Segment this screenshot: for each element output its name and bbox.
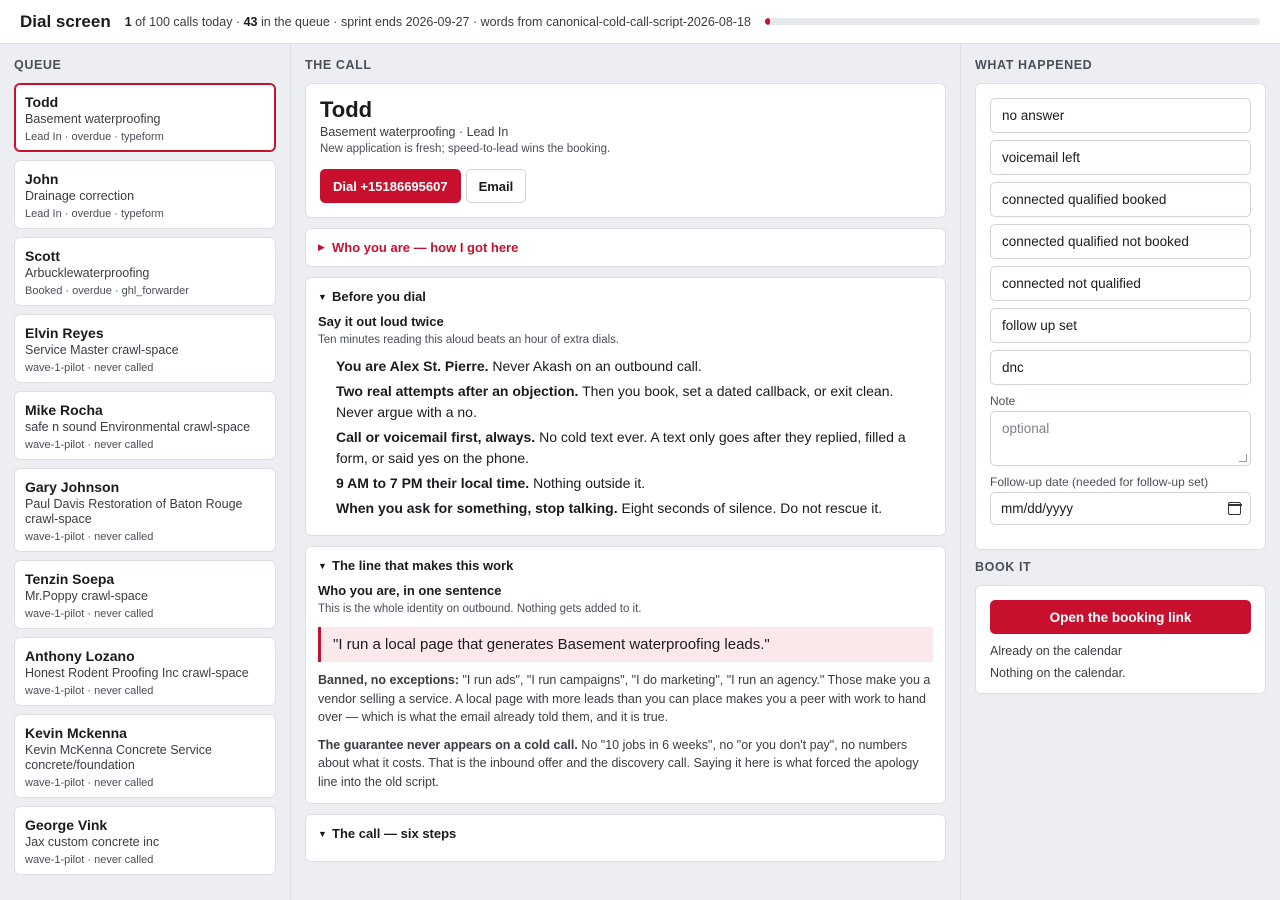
queue-item-meta: wave-1-pilot · never called [25, 854, 154, 866]
outcome-card [975, 83, 1266, 550]
note-label: Note [990, 394, 1016, 408]
calls-total-text: of 100 calls today [135, 14, 233, 29]
rule-item: Call or voicemail first, always. No cold text ever. A text only goes after they replied, filled a form, or said yes on the phone. [336, 429, 906, 466]
queue-item-meta: wave-1-pilot · never called [25, 439, 154, 451]
rule-item: You are Alex St. Pierre. Never Akash on an outbound call. [336, 358, 702, 374]
outcome-option[interactable]: connected qualified booked [990, 182, 1251, 217]
call-column [291, 44, 961, 900]
queue-item[interactable] [14, 806, 276, 875]
steps-section-toggle[interactable] [306, 815, 945, 841]
dial-button[interactable]: Dial +15186695607 [320, 169, 461, 203]
identity-quote: "I run a local page that generates Basement waterproofing leads." [318, 627, 933, 662]
call-label: THE CALL [305, 58, 372, 72]
before-subtext: Ten minutes reading this aloud beats an hour of extra dials. [318, 334, 620, 346]
queue-item-business: Drainage correction [25, 189, 135, 203]
steps-section [305, 814, 946, 862]
outcome-option[interactable]: connected not qualified [990, 266, 1251, 301]
queue-item-name: Todd [25, 94, 59, 110]
date-placeholder: mm/dd/yyyy [1001, 501, 1074, 516]
followup-date-label: Follow-up date (needed for follow-up set) [990, 475, 1209, 489]
queue-item-business: Mr.Poppy crawl-space [25, 589, 148, 603]
queue-item[interactable] [14, 160, 276, 229]
queue-item[interactable] [14, 468, 276, 552]
queue-item-name: Gary Johnson [25, 479, 120, 495]
line-subtext: This is the whole identity on outbound. Nothing gets added to it. [318, 603, 642, 615]
queue-item-meta: wave-1-pilot · never called [25, 608, 154, 620]
before-you-dial-section [305, 277, 946, 536]
queue-item-meta: Lead In · overdue · typeform [25, 208, 164, 220]
daily-progress-bar [765, 18, 1260, 25]
stats-line: 1 of 100 calls today · 43 in the queue · sprint ends 2026-09-27 · words from canonical-cold-call-script-2026-08-18 [124, 14, 751, 29]
queue-item-name: Mike Rocha [25, 402, 103, 418]
steps-summary: The call — six steps [332, 826, 457, 841]
triangle-down-icon: ▼ [318, 560, 327, 571]
queue-item-name: Elvin Reyes [25, 325, 104, 341]
before-you-dial-toggle[interactable] [306, 278, 945, 304]
queue-item-name: Kevin Mckenna [25, 725, 127, 741]
triangle-right-icon: ▶ [318, 242, 325, 252]
line-section-toggle[interactable] [306, 547, 945, 573]
queue-item-name: Anthony Lozano [25, 648, 135, 664]
queue-item[interactable] [14, 83, 276, 152]
outcome-options [990, 98, 1251, 385]
book-card [975, 585, 1266, 694]
note-textarea[interactable] [990, 411, 1251, 466]
daily-progress-fill [765, 18, 770, 25]
page-title: Dial screen [20, 11, 111, 31]
queue-item-business: Basement waterproofing [25, 112, 161, 126]
banned-paragraph: Banned, no exceptions: "I run ads", "I run campaigns", "I do marketing", "I run an agency." Those make you a vendor selling a service. A local page with more leads than you can place makes you a peer with work to hand over — which is what the email already told them, and it is true. [318, 673, 931, 724]
outcome-column [961, 44, 1280, 900]
queue-item[interactable] [14, 314, 276, 383]
book-label: BOOK IT [975, 560, 1032, 574]
followup-date-input[interactable] [990, 492, 1251, 525]
queue-item-meta: wave-1-pilot · never called [25, 685, 154, 697]
calls-done-count: 1 [124, 14, 132, 29]
queue-item-business: Jax custom concrete inc [25, 835, 160, 849]
queue-item-business: Honest Rodent Proofing Inc crawl-space [25, 666, 249, 680]
open-booking-link-button[interactable]: Open the booking link [990, 600, 1251, 634]
outcome-label: WHAT HAPPENED [975, 58, 1093, 72]
who-you-are-section-toggle[interactable] [305, 228, 946, 267]
queue-item-business: Arbucklewaterproofing [25, 266, 150, 280]
queue-item[interactable] [14, 714, 276, 798]
sprint-text: sprint ends 2026-09-27 [340, 14, 470, 29]
queue-item-meta: wave-1-pilot · never called [25, 362, 154, 374]
outcome-option[interactable]: connected qualified not booked [990, 224, 1251, 259]
queue-column [0, 44, 291, 900]
calendar-icon[interactable] [1228, 502, 1241, 515]
contact-name: Todd [320, 97, 373, 122]
call-header-card [305, 83, 946, 218]
script-source-text: words from canonical-cold-call-script-2026-08-18 [480, 14, 751, 29]
queue-text: in the queue [261, 14, 330, 29]
resize-grip-icon[interactable] [1239, 454, 1247, 462]
who-you-are-summary: Who you are — how I got here [332, 240, 519, 255]
triangle-down-icon: ▼ [318, 828, 327, 839]
line-section [305, 546, 946, 804]
queue-item-meta: Booked · overdue · ghl_forwarder [25, 285, 189, 297]
outcome-option[interactable]: no answer [990, 98, 1251, 133]
outcome-option[interactable]: voicemail left [990, 140, 1251, 175]
outcome-option[interactable]: dnc [990, 350, 1251, 385]
before-you-dial-summary: Before you dial [332, 289, 426, 304]
top-bar [0, 0, 1280, 44]
triangle-down-icon: ▼ [318, 291, 327, 302]
rule-item: Two real attempts after an objection. Then you book, set a dated callback, or exit clean. Never argue with a no. [336, 383, 894, 420]
queue-item-business: safe n sound Environmental crawl-space [25, 420, 251, 434]
queue-count: 43 [243, 14, 258, 29]
queue-item-name: Tenzin Soepa [25, 571, 115, 587]
queue-item-meta: Lead In · overdue · typeform [25, 131, 164, 143]
queue-label: QUEUE [14, 58, 62, 72]
queue-list [14, 83, 276, 875]
queue-item-name: Scott [25, 248, 60, 264]
queue-item-business: Paul Davis Restoration of Baton Rouge crawl-space [25, 497, 243, 526]
before-heading: Say it out loud twice [318, 314, 444, 329]
rules-list [318, 356, 933, 519]
calendar-status-label: Already on the calendar [990, 644, 1123, 658]
note-placeholder: optional [1002, 421, 1050, 436]
outcome-option[interactable]: follow up set [990, 308, 1251, 343]
line-summary: The line that makes this work [332, 558, 514, 573]
queue-item-business: Service Master crawl-space [25, 343, 179, 357]
email-button[interactable]: Email [466, 169, 527, 203]
line-heading: Who you are, in one sentence [318, 583, 502, 598]
queue-item[interactable] [14, 637, 276, 706]
rule-item: When you ask for something, stop talking. Eight seconds of silence. Do not rescue it. [336, 500, 883, 516]
queue-item[interactable] [14, 237, 276, 306]
rule-item: 9 AM to 7 PM their local time. Nothing outside it. [336, 475, 646, 491]
guarantee-paragraph: The guarantee never appears on a cold call. No "10 jobs in 6 weeks", no "or you don't pay", no numbers about what it costs. That is the inbound offer and the discovery call. Saying it here is what forced the apology line into the old script. [318, 737, 919, 789]
calendar-status-value: Nothing on the calendar. [990, 666, 1126, 680]
contact-subtitle: Basement waterproofing · Lead In [320, 125, 509, 139]
queue-item-name: George Vink [25, 817, 108, 833]
queue-item[interactable] [14, 560, 276, 629]
contact-note: New application is fresh; speed-to-lead wins the booking. [320, 143, 611, 155]
queue-item-meta: wave-1-pilot · never called [25, 531, 154, 543]
queue-item-meta: wave-1-pilot · never called [25, 777, 154, 789]
queue-item-name: John [25, 171, 59, 187]
queue-item[interactable] [14, 391, 276, 460]
queue-item-business: Kevin McKenna Concrete Service concrete/foundation [25, 743, 212, 772]
